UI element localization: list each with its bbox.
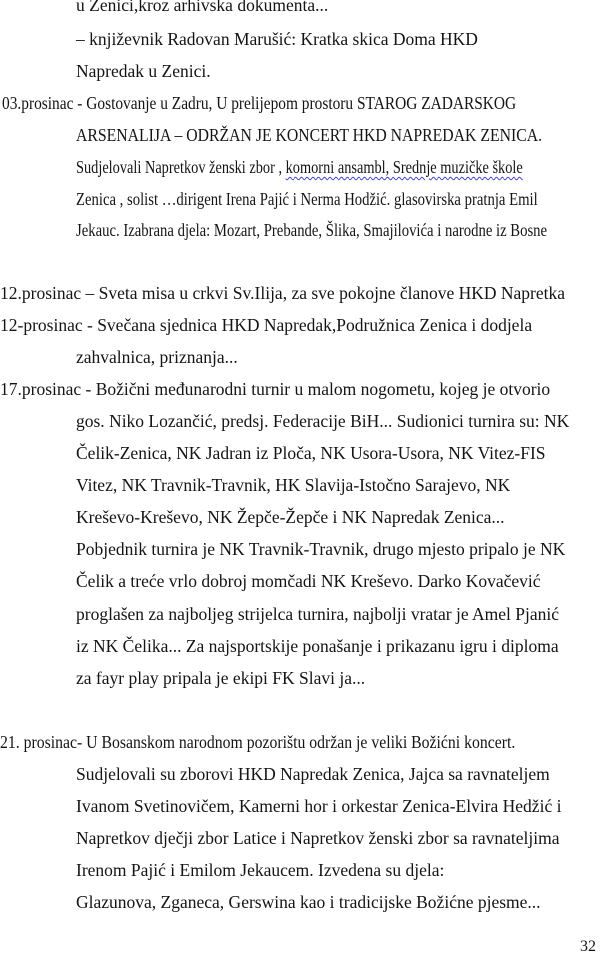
text-line: Sudjelovali su zborovi HKD Napredak Zenica, Jajca sa ravnateljem	[76, 764, 550, 784]
text-line: Irenom Pajić i Emilom Jekaucem. Izvedena su djela:	[76, 860, 445, 880]
text-line: ARSENALIJA – ODRŽAN JE KONCERT HKD NAPREDAK ZENICA.	[76, 125, 543, 145]
text-line: 21. prosinac- U Bosanskom narodnom pozorištu održan je veliki Božićni koncert.	[0, 732, 516, 752]
text-line: za fayr play pripala je ekipi FK Slavi ja...	[76, 668, 366, 688]
text-line: u Zenici,kroz arhivska dokumenta...	[76, 0, 329, 15]
text-line: Pobjednik turnira je NK Travnik-Travnik, drugo mjesto pripalo je NK	[76, 539, 566, 559]
text-line	[76, 156, 523, 178]
text-line: Glazunova, Zganeca, Gerswina kao i tradicijske Božićne pjesme...	[76, 892, 541, 912]
text-line: Ivanom Svetinovičem, Kamerni hor i orkestar Zenica-Elvira Hedžić i	[76, 796, 562, 816]
text-line: gos. Niko Lozančić, predsj. Federacije BiH... Sudionici turnira su: NK	[76, 411, 570, 431]
text-line: – književnik Radovan Marušić: Kratka skica Doma HKD	[76, 29, 478, 49]
page-number: 32	[580, 938, 596, 955]
text-line: Vitez, NK Travnik-Travnik, HK Slavija-Istočno Sarajevo, NK	[76, 475, 511, 495]
text-line: Napretkov dječji zbor Latice i Napretkov ženski zbor sa ravnateljima	[76, 828, 560, 848]
text-line: Čelik a treće vrlo dobroj momčadi NK Kreševo. Darko Kovačević	[76, 571, 541, 591]
text-line: 17.prosinac - Božični međunarodni turnir u malom nogometu, kojeg je otvorio	[0, 379, 551, 399]
text-line: 12.prosinac – Sveta misa u crkvi Sv.Ilija, za sve pokojne članove HKD Napretka	[0, 283, 566, 303]
text-line: iz NK Čelika... Za najsportskije ponašanje i prikazanu igru i diploma	[76, 636, 559, 656]
text-segment: Sudjelovali Napretkov ženski zbor ,	[76, 157, 286, 177]
text-line: 12-prosinac - Svečana sjednica HKD Napredak,Podružnica Zenica i dodjela	[0, 315, 533, 335]
text-line: Zenica , solist …dirigent Irena Pajić i Nerma Hodžić. glasovirska pratnja Emil	[76, 189, 538, 209]
text-line: 03.prosinac - Gostovanje u Zadru, U prelijepom prostoru STAROG ZADARSKOG	[2, 93, 517, 113]
text-line: Čelik-Zenica, NK Jadran iz Ploča, NK Usora-Usora, NK Vitez-FIS	[76, 443, 546, 463]
text-line: zahvalnica, priznanja...	[76, 347, 238, 367]
text-line: Kreševo-Kreševo, NK Žepče-Žepče i NK Napredak Zenica...	[76, 507, 505, 527]
spellcheck-underlined-text: komorni ansambl, Srednje muzičke škole	[285, 157, 523, 177]
text-line: Jekauc. Izabrana djela: Mozart, Prebande, Šlika, Smajilovića i narodne iz Bosne	[76, 220, 548, 240]
text-line: proglašen za najboljeg strijelca turnira, najbolji vratar je Amel Pjanić	[76, 604, 560, 624]
text-line: Napredak u Zenici.	[76, 61, 211, 81]
